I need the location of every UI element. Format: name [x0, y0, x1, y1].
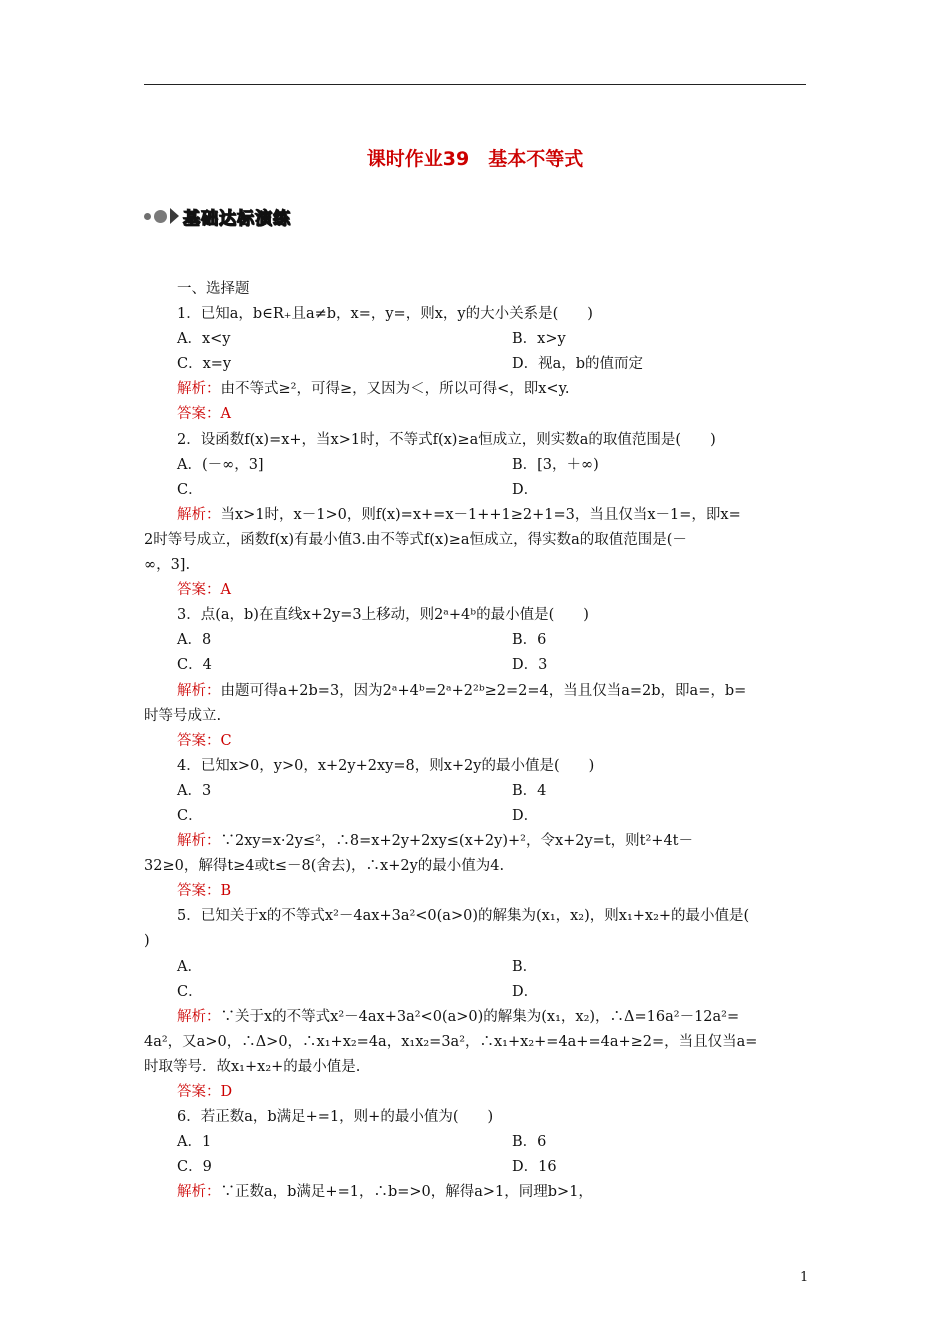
q2-option-a: A．(－∞，3] — [177, 456, 264, 473]
q4-answer-value: B — [220, 883, 232, 900]
q2-option-c: C． — [177, 481, 203, 498]
page-number: 1 — [800, 1270, 809, 1285]
q2-option-b: B．[3，＋∞) — [512, 456, 599, 473]
q4-analysis-text-1: ∵2xy=x·2y≤²，∴8=x+2y+2xy≤(x+2y)+²，令x+2y=t，则t²+4t－ — [220, 833, 694, 850]
q5-option-d: D． — [512, 983, 539, 1000]
q5-option-c: C． — [177, 983, 203, 1000]
q3-analysis-line1 — [144, 679, 806, 704]
q4-analysis-line2: 32≥0，解得t≥4或t≤－8(舍去)，∴x+2y的最小值为4. — [144, 858, 505, 875]
q2-analysis-text-1: 当x>1时，x－1>0，则f(x)=x+=x－1++1≥2+1=3，当且仅当x－1=，即x= — [220, 506, 741, 523]
q2-answer-value: A — [220, 582, 231, 599]
q2-option-d: D． — [512, 481, 539, 498]
answer-label: 答案： — [177, 582, 221, 599]
q6-analysis-text: ∵正数a，b满足+=1，∴b=>0，解得a>1，同理b>1， — [220, 1184, 593, 1201]
q4-options-cd — [144, 804, 806, 829]
page-title: 课时作业39 基本不等式 — [366, 148, 584, 170]
q1-analysis — [144, 377, 806, 402]
q2-stem: 2．设函数f(x)=x+，当x>1时，不等式f(x)≥a恒成立，则实数a的取值范围是( ) — [177, 431, 716, 448]
q4-stem: 4．已知x>0，y>0，x+2y+2xy=8，则x+2y的最小值是( ) — [177, 757, 595, 774]
analysis-label: 解析： — [177, 833, 221, 850]
q1-answer — [144, 402, 806, 427]
q2-answer — [144, 578, 806, 603]
q4-option-a: A．3 — [177, 782, 212, 799]
q5-stem-line1: 5．已知关于x的不等式x²－4ax+3a²<0(a>0)的解集为(x₁，x₂)，则x₁+x₂+的最小值是( — [177, 908, 750, 925]
q1-options-ab — [144, 327, 806, 352]
q2-analysis-line3: ∞，3]. — [144, 557, 191, 574]
q3-analysis-line2: 时等号成立. — [144, 707, 222, 724]
answer-label: 答案： — [177, 732, 221, 749]
q5-answer-value: D — [220, 1084, 233, 1100]
analysis-label: 解析： — [177, 682, 221, 699]
q3-options-cd — [144, 653, 806, 678]
q6-analysis — [144, 1180, 806, 1205]
q5-stem-line2: ) — [144, 933, 150, 950]
q3-answer-value: C — [220, 732, 232, 749]
answer-label: 答案： — [177, 883, 221, 900]
q4-analysis-line1 — [144, 829, 806, 854]
q5-analysis-text-1: ∵关于x的不等式x²－4ax+3a²<0(a>0)的解集为(x₁，x₂)，∴Δ=16a²－12a²= — [220, 1008, 740, 1025]
q6-option-d: D．16 — [512, 1159, 557, 1176]
q4-option-d: D． — [512, 807, 539, 824]
q6-options-cd — [144, 1155, 806, 1180]
q3-option-b: B．6 — [512, 632, 547, 649]
q5-options-ab — [144, 955, 806, 980]
q3-answer — [144, 729, 806, 754]
banner-dot-small — [144, 213, 151, 220]
answer-label: 答案： — [177, 406, 221, 423]
q1-stem: 1．已知a，b∈R₊且a≠b，x=，y=，则x，y的大小关系是( ) — [177, 306, 593, 323]
q3-stem: 3．点(a，b)在直线x+2y=3上移动，则2ᵃ+4ᵇ的最小值是( ) — [177, 607, 589, 624]
analysis-label: 解析： — [177, 381, 221, 398]
q6-option-b: B．6 — [512, 1134, 547, 1151]
q1-option-c: C．x=y — [177, 356, 232, 373]
q3-analysis-text-1: 由题可得a+2b=3，因为2ᵃ+4ᵇ=2ᵃ+2²ᵇ≥2=2=4，当且仅当a=2b，即a=，b= — [220, 682, 747, 699]
answer-label: 答案： — [177, 1084, 221, 1100]
q2-options-cd — [144, 478, 806, 503]
banner-label: 基础达标演练 — [183, 208, 291, 229]
banner-dot-large — [154, 210, 167, 223]
q3-option-a: A．8 — [177, 632, 212, 649]
question-content — [144, 277, 806, 1205]
q3-options-ab — [144, 628, 806, 653]
q5-analysis-line1 — [144, 1005, 806, 1030]
header-rule — [144, 84, 806, 85]
q1-option-a: A．x<y — [177, 331, 231, 348]
q5-analysis-line2: 4a²，又a>0，∴Δ>0，∴x₁+x₂=4a，x₁x₂=3a²，∴x₁+x₂+=4a+=4a+≥2=，当且仅当a= — [144, 1033, 758, 1050]
q3-option-d: D．3 — [512, 657, 548, 674]
q6-option-c: C．9 — [177, 1159, 212, 1176]
banner-arrow-icon — [170, 208, 179, 224]
q1-analysis-text: 由不等式≥²，可得≥，又因为＜，所以可得<，即x<y. — [220, 381, 570, 398]
q2-analysis-line1 — [144, 503, 806, 528]
q6-stem: 6．若正数a，b满足+=1，则+的最小值为( ) — [177, 1109, 494, 1126]
analysis-label: 解析： — [177, 506, 221, 523]
q4-option-c: C． — [177, 807, 203, 824]
q6-option-a: A．1 — [177, 1134, 212, 1151]
analysis-label: 解析： — [177, 1184, 221, 1201]
section-heading: 一、选择题 — [177, 281, 250, 297]
q4-option-b: B．4 — [512, 782, 547, 799]
q2-options-ab — [144, 453, 806, 478]
q1-option-b: B．x>y — [512, 331, 566, 348]
q6-options-ab — [144, 1130, 806, 1155]
q5-option-a: A． — [177, 958, 202, 975]
q1-answer-value: A — [220, 406, 231, 423]
q2-analysis-line2: 2时等号成立，函数f(x)有最小值3.由不等式f(x)≥a恒成立，得实数a的取值范围是(－ — [144, 531, 687, 548]
q4-options-ab — [144, 779, 806, 804]
analysis-label: 解析： — [177, 1008, 221, 1025]
q5-option-b: B． — [512, 958, 538, 975]
q5-answer — [144, 1080, 806, 1105]
q1-options-cd — [144, 352, 806, 377]
q5-analysis-line3: 时取等号．故x₁+x₂+的最小值是. — [144, 1058, 361, 1075]
q5-options-cd — [144, 980, 806, 1005]
q4-answer — [144, 879, 806, 904]
q3-option-c: C．4 — [177, 657, 212, 674]
section-banner — [144, 203, 291, 229]
q1-option-d: D．视a，b的值而定 — [512, 356, 644, 373]
